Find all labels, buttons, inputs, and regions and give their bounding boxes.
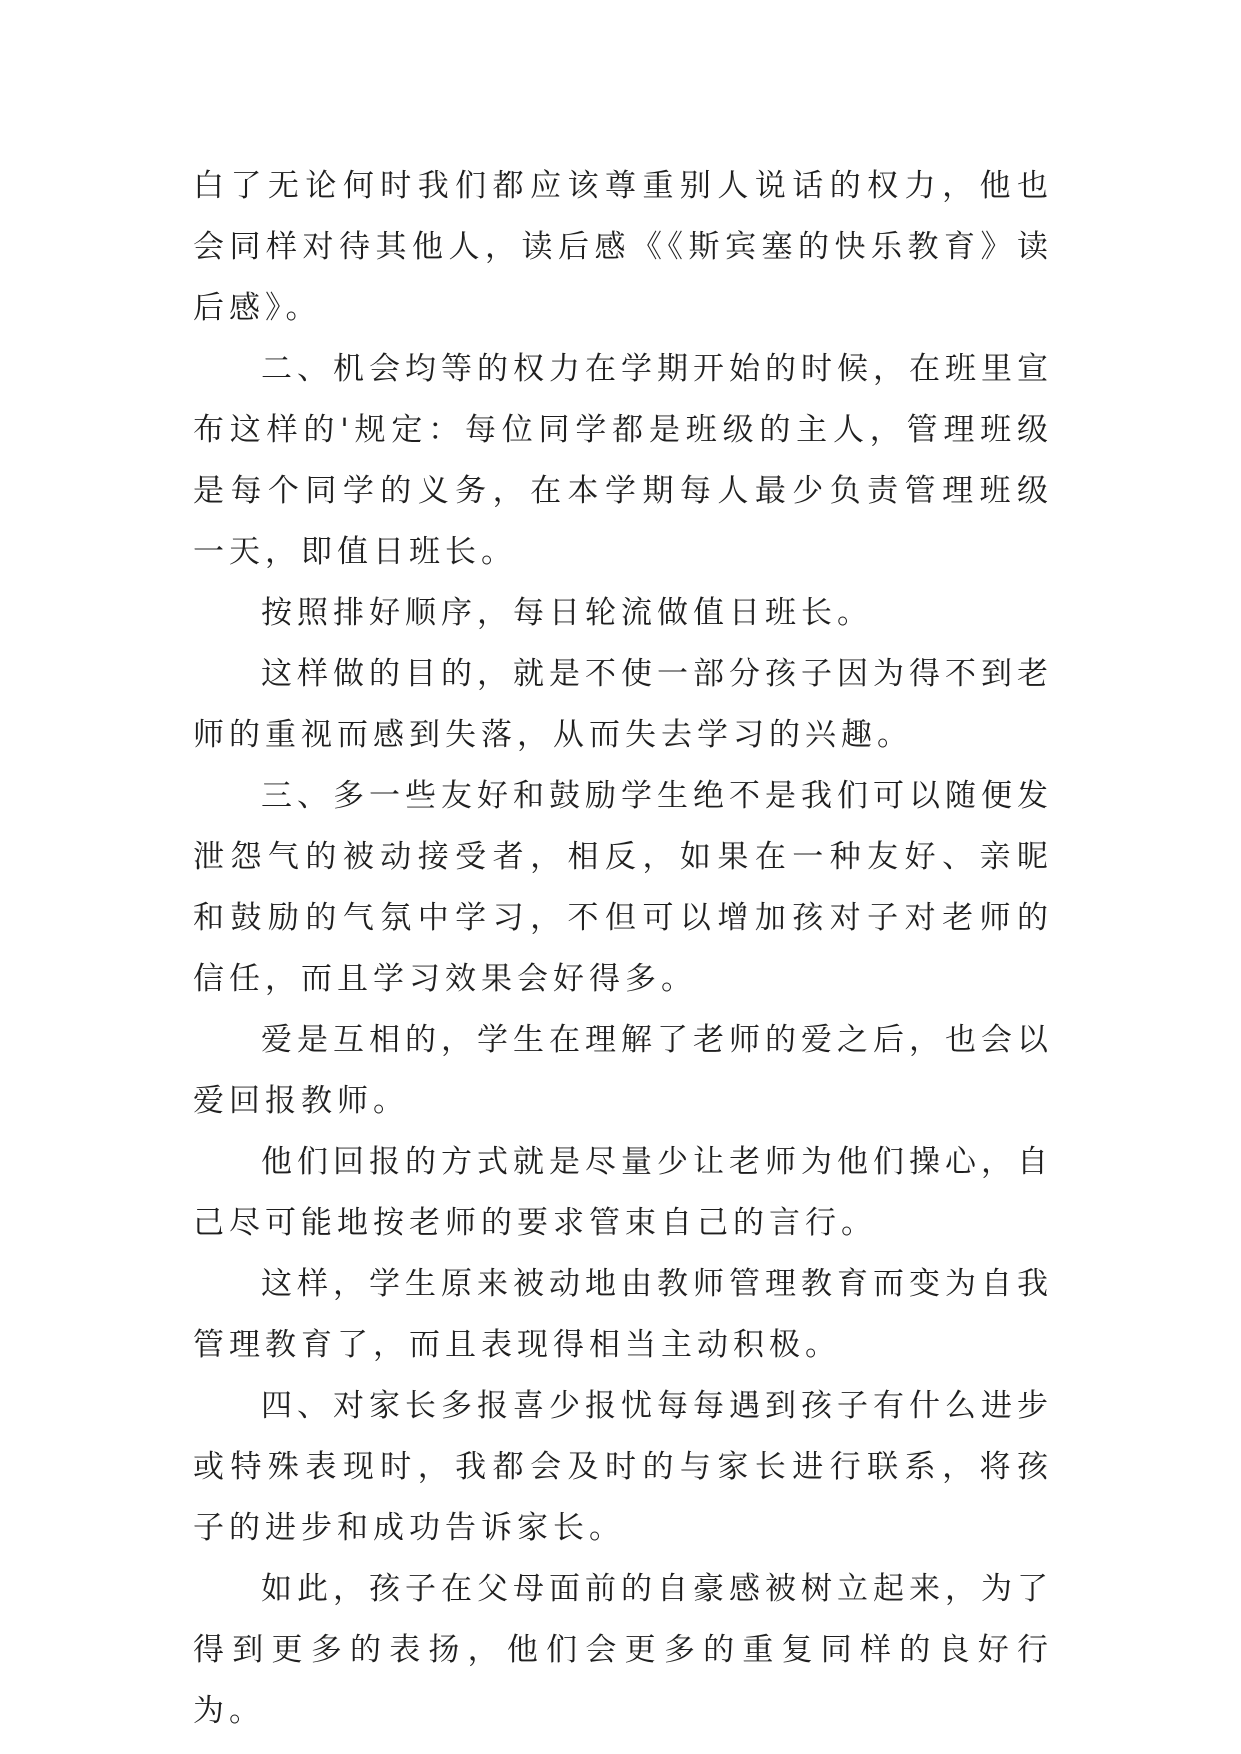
paragraph: 四、对家长多报喜少报忧每每遇到孩子有什么进步或特殊表现时，我都会及时的与家长进行联系，将孩子的进步和成功告诉家长。 [193, 1388, 1053, 1546]
paragraph: 这样，学生原来被动地由教师管理教育而变为自我管理教育了，而且表现得相当主动积极。 [193, 1266, 1053, 1363]
paragraph: 如此，孩子在父母面前的自豪感被树立起来，为了得到更多的表扬，他们会更多的重复同样的良好行为。 [193, 1571, 1053, 1729]
paragraph: 三、多一些友好和鼓励学生绝不是我们可以随便发泄怨气的被动接受者，相反，如果在一种友好、亲昵和鼓励的气氛中学习，不但可以增加孩对子对老师的信任，而且学习效果会好得多。 [193, 778, 1053, 997]
paragraph: 二、机会均等的权力在学期开始的时候，在班里宣布这样的'规定：每位同学都是班级的主人，管理班级是每个同学的义务，在本学期每人最少负责管理班级一天，即值日班长。 [193, 351, 1053, 570]
paragraph-continuation: 白了无论何时我们都应该尊重别人说话的权力，他也会同样对待其他人，读后感《《斯宾塞的快乐教育》读后感》。 [193, 168, 1053, 326]
paragraph: 他们回报的方式就是尽量少让老师为他们操心，自己尽可能地按老师的要求管束自己的言行。 [193, 1144, 1053, 1241]
paragraph: 爱是互相的，学生在理解了老师的爱之后，也会以爱回报教师。 [193, 1022, 1053, 1119]
paragraph: 这样做的目的，就是不使一部分孩子因为得不到老师的重视而感到失落，从而失去学习的兴趣。 [193, 656, 1053, 753]
paragraph: 按照排好顺序，每日轮流做值日班长。 [261, 595, 873, 631]
document-body [193, 156, 1053, 1742]
